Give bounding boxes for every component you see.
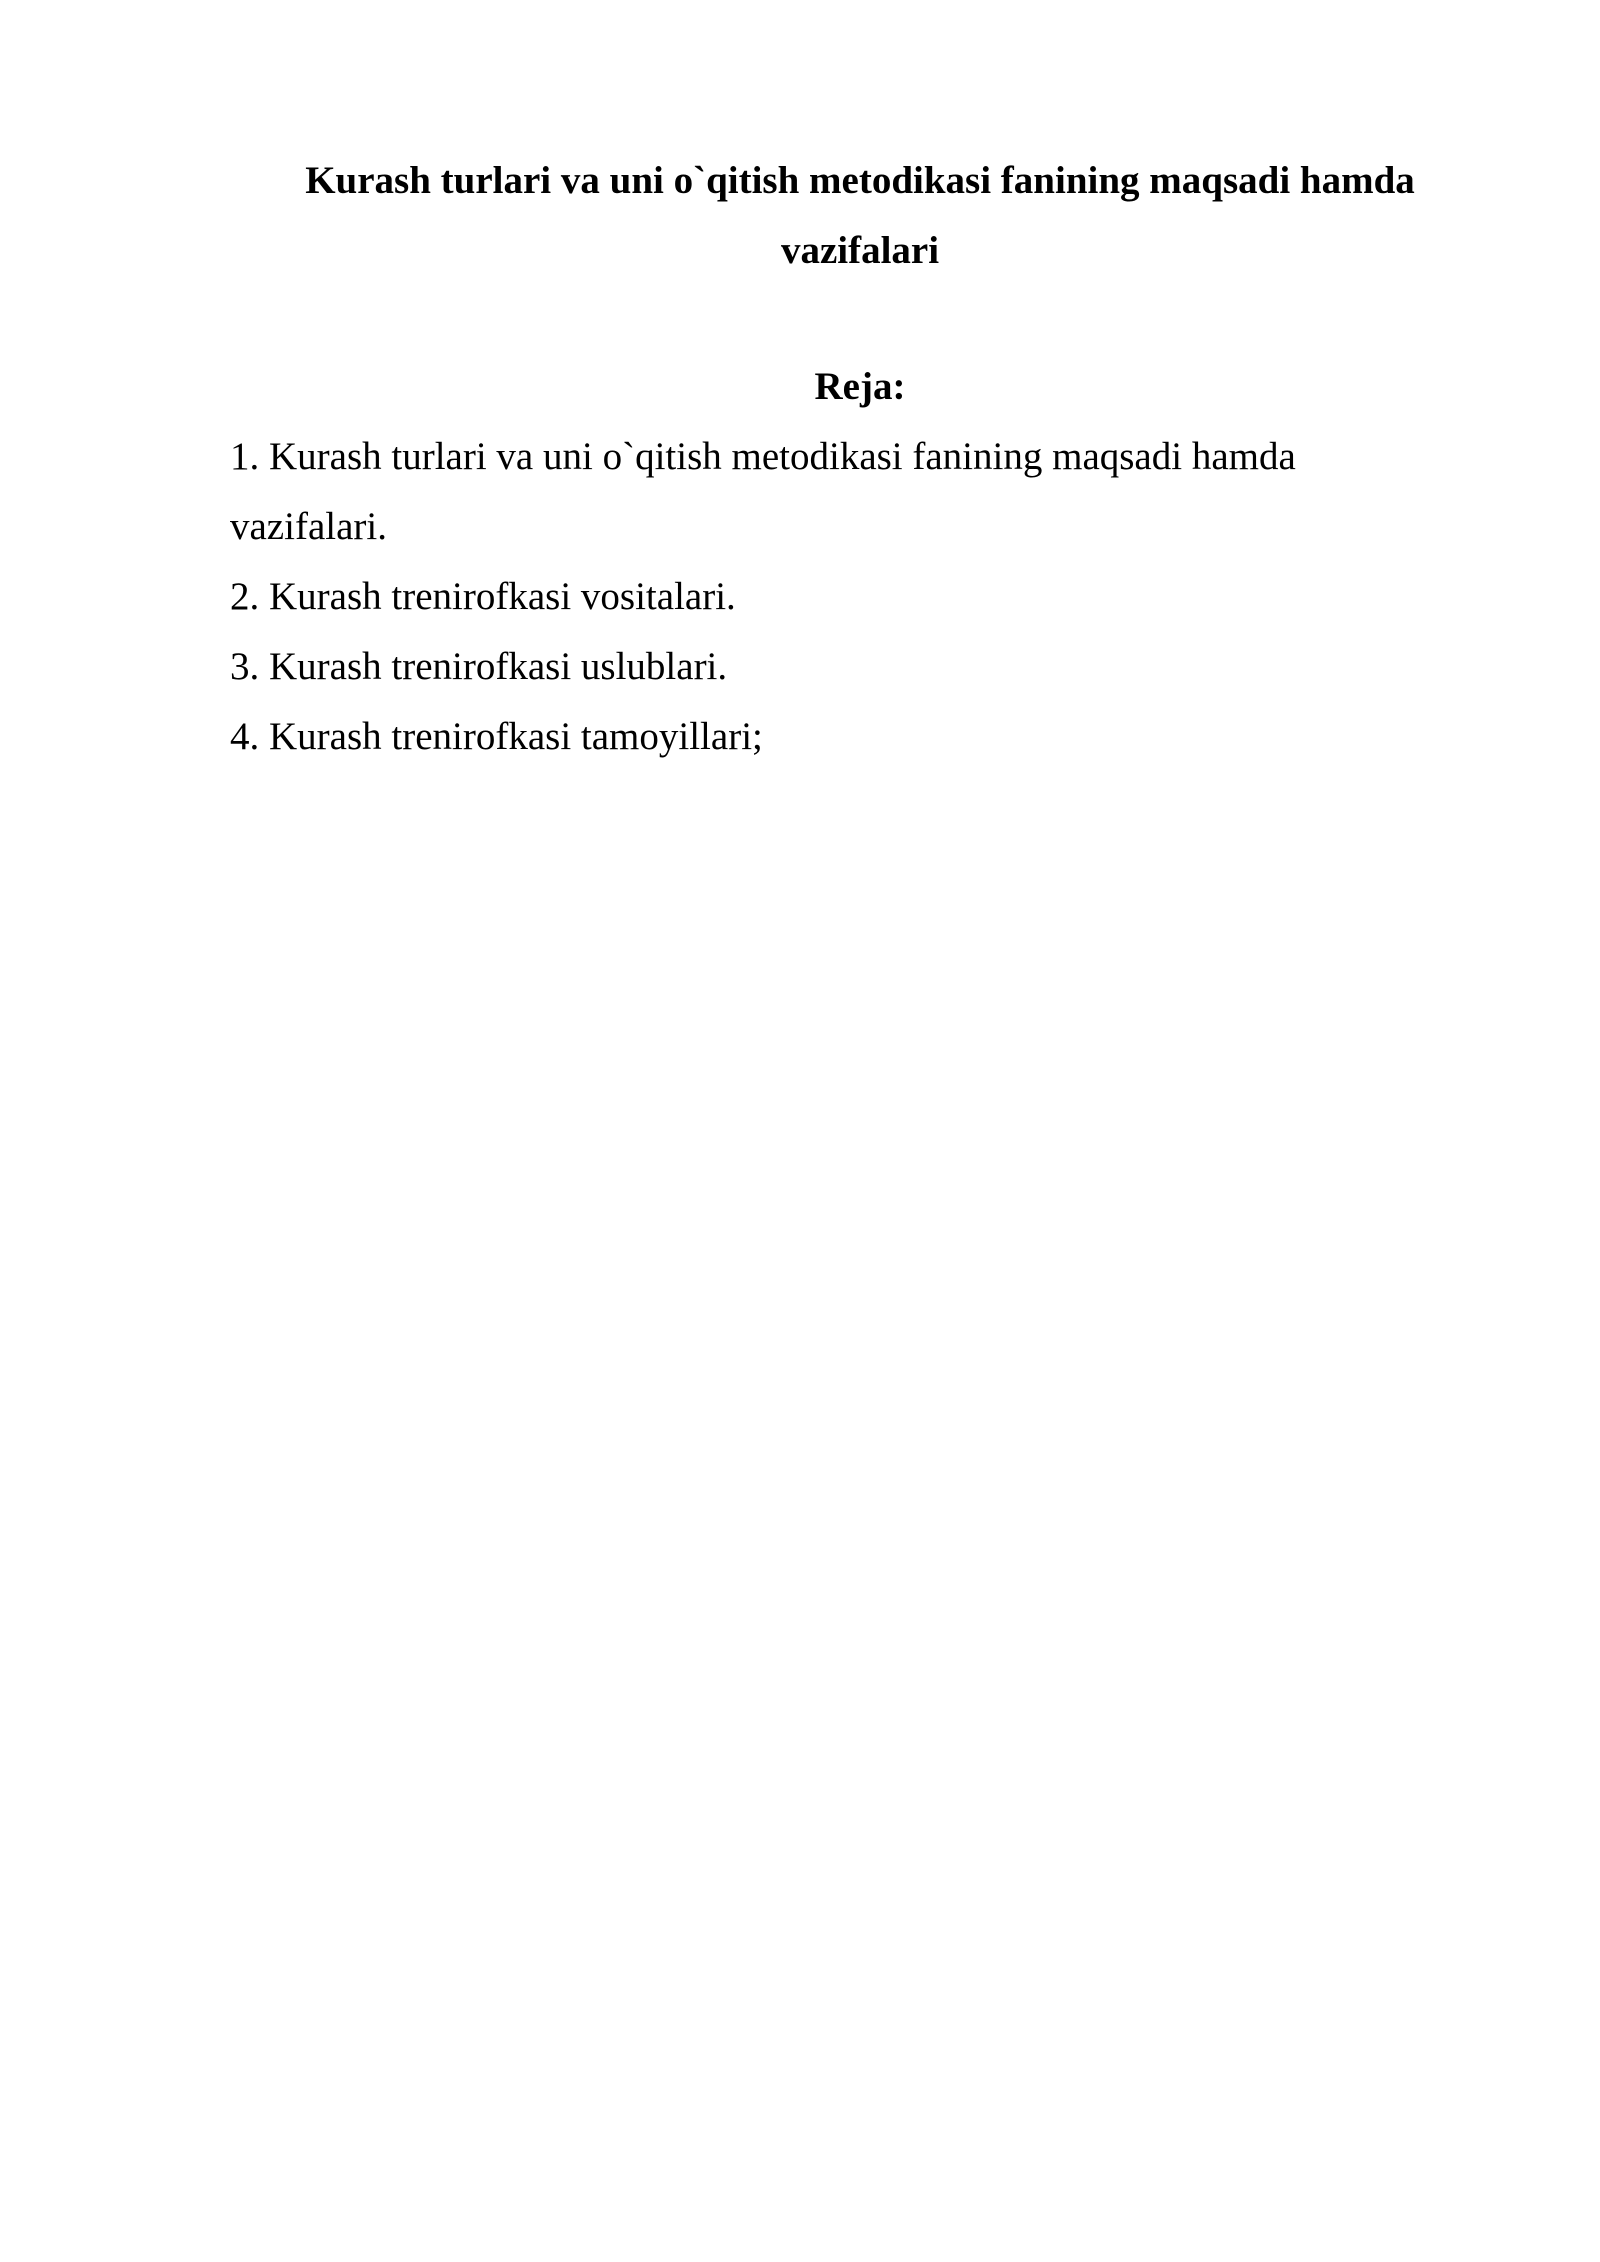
plan-item-1 [230, 422, 1410, 562]
document-title [230, 146, 1490, 286]
plan-list [230, 422, 1410, 772]
plan-item-2: 2. Kurash trenirofkasi vositalari. [230, 575, 736, 618]
plan-item-3: 3. Kurash trenirofkasi uslublari. [230, 645, 728, 688]
document-title-line-1: Kurash turlari va uni o`qitish metodikasi fanining maqsadi hamda [305, 159, 1415, 202]
plan-item-1-line-2: vazifalari. [230, 505, 387, 548]
plan-heading: Reja: [814, 365, 906, 408]
document-title-line-2: vazifalari [780, 229, 940, 272]
plan-item-4: 4. Kurash trenirofkasi tamoyillari; [230, 715, 763, 758]
plan-item-1-line-1: 1. Kurash turlari va uni o`qitish metodikasi fanining maqsadi hamda [230, 435, 1296, 478]
